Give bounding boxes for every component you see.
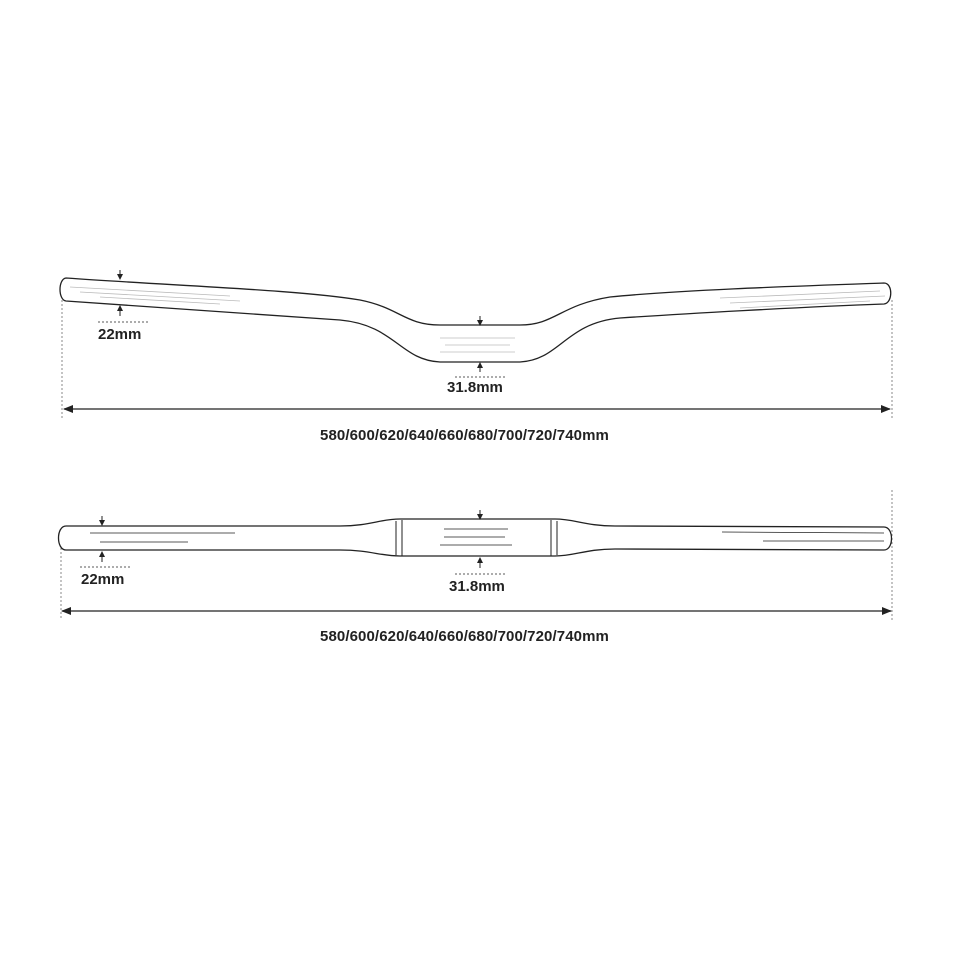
- flat-texture-lines: [90, 529, 884, 545]
- clamp-diameter-label: 31.8mm: [447, 379, 503, 396]
- flat-bar-outline: [59, 519, 892, 556]
- width-options-label: 580/600/620/640/660/680/700/720/740mm: [320, 427, 609, 444]
- grip-diameter-indicator: [80, 516, 130, 567]
- clamp-section-lines: [396, 520, 557, 556]
- width-options-label: 580/600/620/640/660/680/700/720/740mm: [320, 628, 609, 645]
- grip-diameter-indicator: [98, 270, 148, 322]
- grip-diameter-label: 22mm: [81, 571, 125, 588]
- riser-bar-outline: [60, 278, 891, 362]
- top-view: [59, 490, 893, 620]
- grip-diameter-label: 22mm: [98, 326, 142, 343]
- clamp-diameter-label: 31.8mm: [449, 578, 505, 595]
- riser-texture-lines: [70, 287, 885, 352]
